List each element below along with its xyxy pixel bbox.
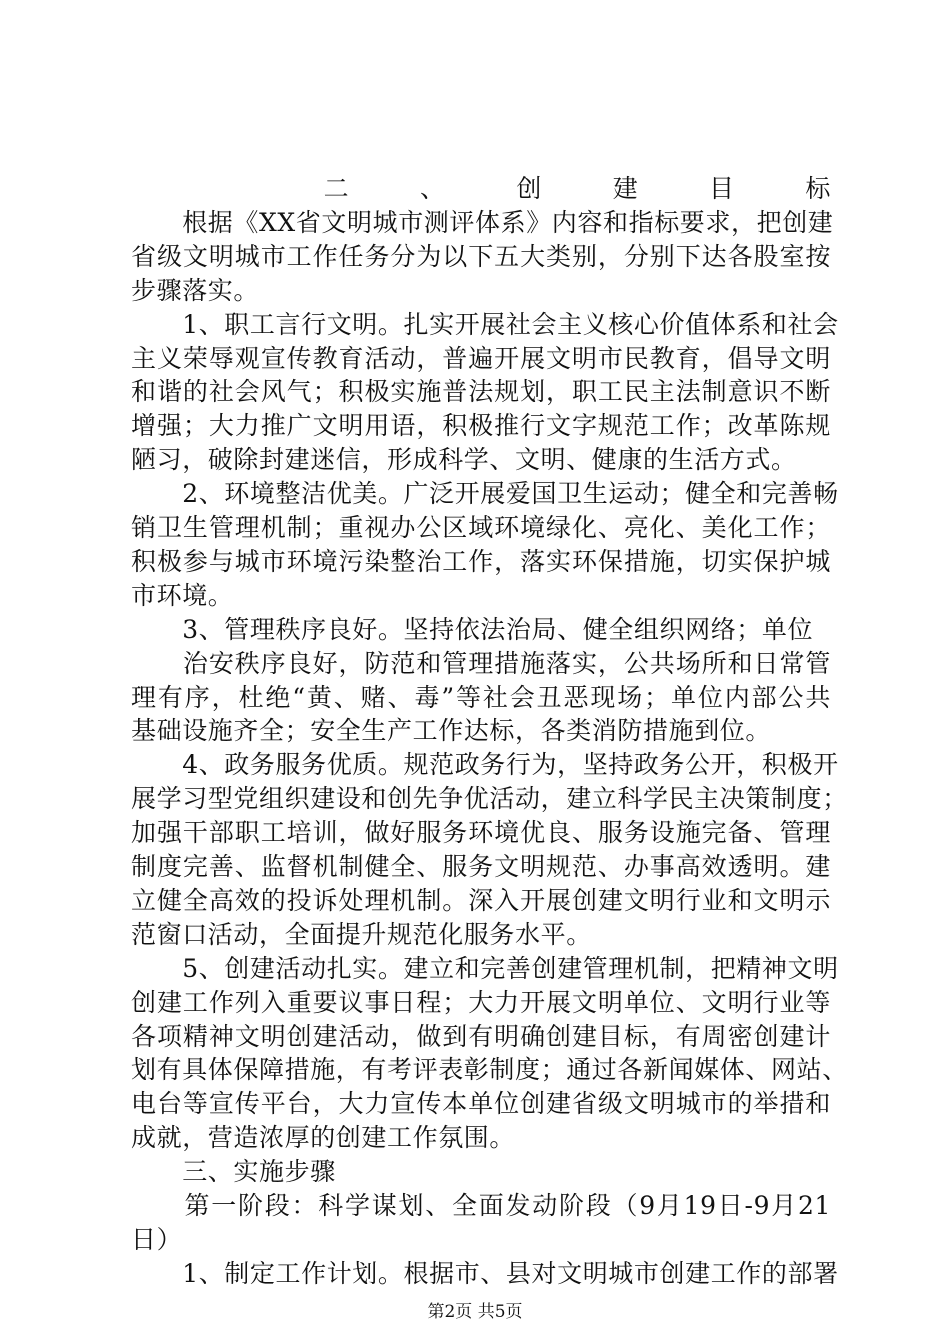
body-line: 1、职工言行文明。扎实开展社会主义核心价值体系和社会 [131,310,839,339]
body-line: 销卫生管理机制；重视办公区域环境绿化、亮化、美化工作； [131,513,831,542]
body-line: 和谐的社会风气；积极实施普法规划，职工民主法制意识不断 [131,377,831,406]
body-line: 创建工作列入重要议事日程；大力开展文明单位、文明行业等 [131,988,831,1017]
body-line: 步骤落实。 [131,276,260,305]
body-line: 市环境。 [131,581,234,610]
body-line: 范窗口活动，全面提升规范化服务水平。 [131,920,592,949]
body-line: 2、环境整洁优美。广泛开展爱国卫生运动；健全和完善畅 [131,479,839,508]
body-line: 立健全高效的投诉处理机制。深入开展创建文明行业和文明示 [131,886,831,915]
section-heading: 三、实施步骤 [131,1157,336,1186]
body-line: 1、制定工作计划。根据市、县对文明城市创建工作的部署 [131,1259,839,1288]
body-line: 加强干部职工培训，做好服务环境优良、服务设施完备、管理 [131,818,831,847]
body-line: 展学习型党组织建设和创先争优活动，建立科学民主决策制度； [131,784,848,813]
body-line: 陋习，破除封建迷信，形成科学、文明、健康的生活方式。 [131,445,797,474]
body-line: 日） [131,1225,183,1254]
body-line: 划有具体保障措施，有考评表彰制度；通过各新闻媒体、网站、 [131,1055,848,1084]
body-line: 制度完善、监督机制健全、服务文明规范、办事高效透明。建 [131,852,831,881]
page-number-footer: 第2页 共5页 [427,1302,523,1322]
body-line: 成就，营造浓厚的创建工作氛围。 [131,1123,516,1152]
body-line: 主义荣辱观宣传教育活动，普遍开展文明市民教育，倡导文明 [131,344,831,373]
body-line: 根据《XX省文明城市测评体系》内容和指标要求，把创建 [131,208,834,237]
body-line: 基础设施齐全；安全生产工作达标，各类消防措施到位。 [131,716,772,745]
body-line: 增强；大力推广文明用语，积极推行文字规范工作；改革陈规 [131,411,831,440]
body-line: 5、创建活动扎实。建立和完善创建管理机制，把精神文明 [131,954,839,983]
body-line: 治安秩序良好，防范和管理措施落实，公共场所和日常管 [131,649,831,678]
body-line: 电台等宣传平台，大力宣传本单位创建省级文明城市的举措和 [131,1089,831,1118]
body-line: 积极参与城市环境污染整治工作，落实环保措施，切实保护城 [131,547,831,576]
body-line: 理有序，杜绝“黄、赌、毒”等社会丑恶现场；单位内部公共 [131,683,831,712]
body-line: 第一阶段：科学谋划、全面发动阶段（9月19日-9月21 [131,1191,831,1220]
body-line: 省级文明城市工作任务分为以下五大类别，分别下达各股室按 [131,242,831,271]
section-heading: 二、创建目标 [131,174,831,203]
body-line: 各项精神文明创建活动，做到有明确创建目标，有周密创建计 [131,1022,831,1051]
body-line: 3、管理秩序良好。坚持依法治局、健全组织网络；单位 [131,615,814,644]
body-line: 4、政务服务优质。规范政务行为，坚持政务公开，积极开 [131,750,839,779]
